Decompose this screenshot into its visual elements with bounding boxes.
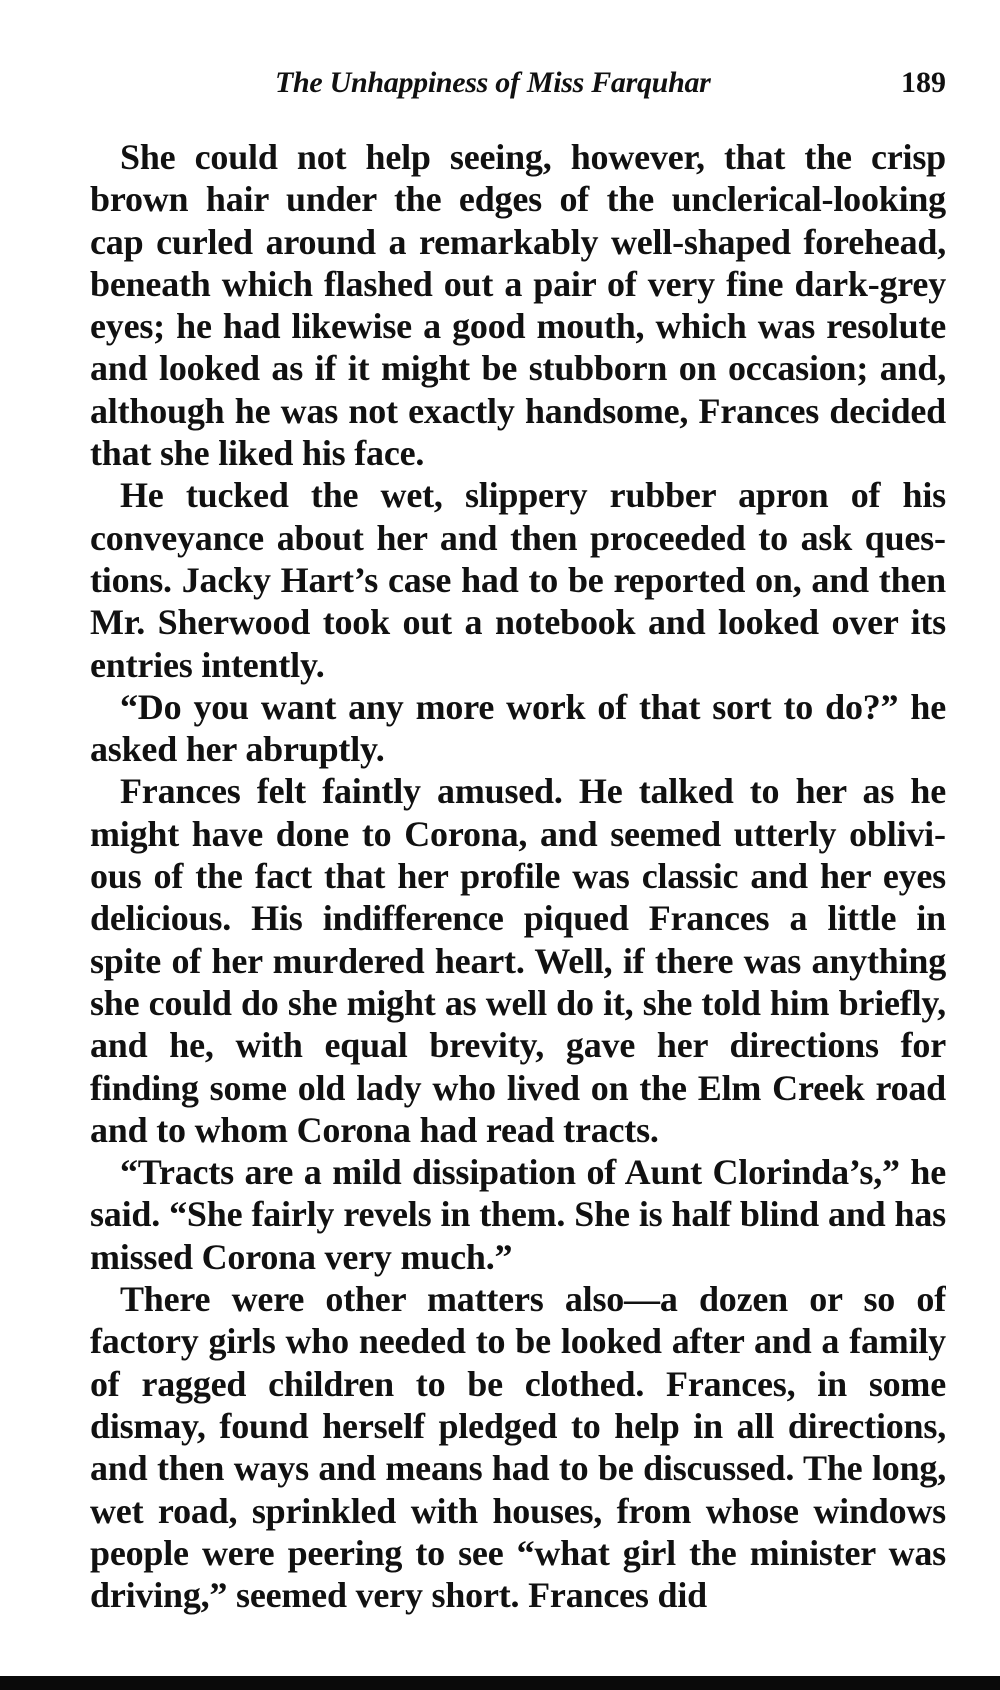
paragraph: “Tracts are a mild dissipation of Aunt Clorinda’s,” he said. “She fairly revels in them. She is half blind and has missed Corona very much.” (90, 1152, 946, 1277)
page-number: 189 (901, 66, 946, 99)
scan-edge-shadow (0, 1676, 1000, 1690)
paragraph: “Do you want any more work of that sort to do?” he asked her abruptly. (90, 686, 946, 770)
paragraph: She could not help seeing, however, that the crisp brown hair under the edges of the unclerical-looking cap curled around a remarkably well-shaped forehead, beneath which flashed out a pair of very fine dark-grey eyes; he had likewise a good mouth, which was resolute and looked as if it might be stubborn on occasion; and, although he was not exactly handsome, Frances decided that she liked his face. (90, 137, 946, 474)
paragraph: Frances felt faintly amused. He talked to her as he might have done to Corona, and seemed utterly oblivious of the fact that her profile was classic and her eyes delicious. His indifference piqued Frances a little in spite of her murdered heart. Well, if there was anything she could do she might as well do it, she told him briefly, and he, with equal brevity, gave her directions for finding some old lady who lived on the Elm Creek road and to whom Corona had read tracts. (90, 771, 946, 1150)
running-head (90, 66, 946, 106)
running-title: The Unhappiness of Miss Farquhar (275, 66, 711, 99)
paragraph: He tucked the wet, slippery rubber apron of his conveyance about her and then proceeded to ask questions. Jacky Hart’s case had to be reported on, and then Mr. Sherwood took out a notebook and looked over its entries intently. (90, 475, 946, 685)
paragraph: There were other matters also—a dozen or so of factory girls who needed to be looked after and a family of ragged children to be clothed. Frances, in some dismay, found herself pledged to help in all directions, and then ways and means had to be discussed. The long, wet road, sprinkled with houses, from whose windows people were peering to see “what girl the minister was driving,” seemed very short. Frances did (90, 1279, 946, 1616)
body-text (90, 136, 946, 1616)
